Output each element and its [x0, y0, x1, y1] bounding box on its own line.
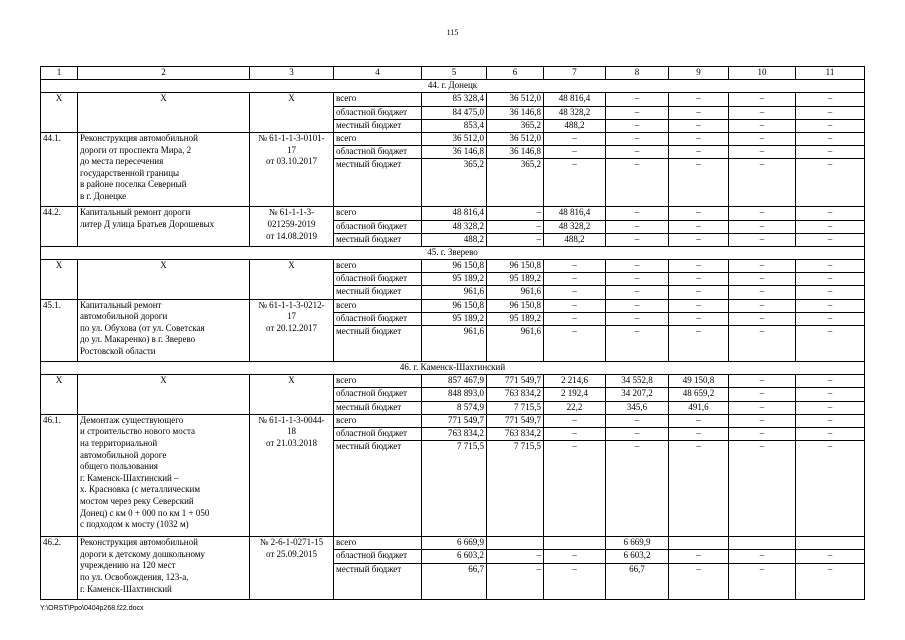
summary-x-mark: Х [78, 375, 250, 415]
amount-cell: – [544, 132, 606, 145]
page-number: 115 [446, 28, 459, 37]
amount-cell: – [796, 375, 865, 388]
amount-cell: – [544, 260, 606, 273]
item-row [41, 299, 865, 312]
amount-cell: 36 512,0 [422, 132, 487, 145]
amount-cell: 365,2 [487, 119, 544, 132]
item-name-line: дороги к детскому дошкольному [80, 548, 206, 559]
amount-cell: – [487, 550, 544, 563]
amount-cell: 48 328,2 [544, 220, 606, 233]
amount-cell: – [487, 207, 544, 220]
amount-cell: 84 475,0 [422, 106, 487, 119]
amount-cell: – [669, 159, 729, 207]
item-name-line: по ул. Освобождения, 123-а, [80, 571, 189, 582]
amount-cell: – [796, 233, 865, 246]
item-number: 44.2. [41, 207, 78, 247]
summary-row [41, 375, 865, 388]
amount-cell: – [729, 401, 796, 414]
item-number: 46.1. [41, 414, 78, 536]
item-name-line: мостом через реку Северский [80, 495, 194, 506]
column-header: 9 [669, 67, 729, 80]
amount-cell: – [729, 427, 796, 440]
amount-cell: – [796, 132, 865, 145]
amount-cell: – [796, 299, 865, 312]
amount-cell: 771 549,7 [487, 375, 544, 388]
budget-type: всего [334, 299, 422, 312]
budget-type: всего [334, 260, 422, 273]
amount-cell: – [729, 159, 796, 207]
amount-cell: – [729, 233, 796, 246]
amount-cell: – [729, 414, 796, 427]
amount-cell: – [669, 441, 729, 537]
budget-type: местный бюджет [334, 119, 422, 132]
amount-cell: 763 834,2 [487, 427, 544, 440]
item-document-line: № 61-1-1-3-0101- [258, 132, 325, 143]
amount-cell: – [606, 414, 669, 427]
budget-type: областной бюджет [334, 273, 422, 286]
item-name-line: г. Каменск-Шахтинский – [80, 472, 179, 483]
item-name-line: автомобильной дороги [80, 311, 168, 322]
item-document-line: 18 [287, 426, 296, 437]
amount-cell: – [669, 106, 729, 119]
amount-cell: – [729, 260, 796, 273]
summary-x-mark: Х [250, 260, 334, 300]
amount-cell: – [729, 93, 796, 106]
item-name-line: с подходом к мосту (1032 м) [80, 519, 189, 530]
column-header: 7 [544, 67, 606, 80]
amount-cell: 7 715,5 [422, 441, 487, 537]
item-document-line: от 14.08.2019 [265, 230, 318, 241]
column-header: 5 [422, 67, 487, 80]
item-name-line: на территориальной [80, 437, 158, 448]
item-name-line: Реконструкция автомобильной [80, 132, 198, 143]
item-name-line: Демонтаж существующего [80, 414, 184, 425]
amount-cell: 763 834,2 [487, 388, 544, 401]
summary-x-mark: Х [41, 375, 78, 415]
amount-cell: 771 549,7 [487, 414, 544, 427]
amount-cell: 36 146,8 [487, 146, 544, 159]
amount-cell: – [606, 427, 669, 440]
item-document [250, 299, 334, 361]
amount-cell: – [796, 93, 865, 106]
column-header: 2 [78, 67, 250, 80]
budget-type: местный бюджет [334, 233, 422, 246]
amount-cell: – [606, 441, 669, 537]
amount-cell: – [487, 233, 544, 246]
budget-type: всего [334, 93, 422, 106]
amount-cell: – [606, 299, 669, 312]
amount-cell: – [796, 146, 865, 159]
amount-cell: 36 146,8 [422, 146, 487, 159]
amount-cell: – [606, 286, 669, 299]
amount-cell: 36 512,0 [487, 93, 544, 106]
budget-type: областной бюджет [334, 312, 422, 325]
budget-type: местный бюджет [334, 401, 422, 414]
item-number: 46.2. [41, 537, 78, 599]
amount-cell: 34 552,8 [606, 375, 669, 388]
amount-cell: – [729, 550, 796, 563]
summary-x-mark: Х [41, 260, 78, 300]
amount-cell: – [669, 207, 729, 220]
section-title: 45. г. Зверево [41, 246, 865, 259]
item-document [250, 132, 334, 206]
amount-cell: 961,6 [422, 286, 487, 299]
item-document [250, 414, 334, 536]
amount-cell: – [729, 441, 796, 537]
amount-cell: 491,6 [669, 401, 729, 414]
amount-cell: – [544, 286, 606, 299]
amount-cell: – [796, 312, 865, 325]
budget-type: местный бюджет [334, 159, 422, 207]
item-name-line: Капитальный ремонт [80, 299, 162, 310]
amount-cell: – [729, 312, 796, 325]
item-number: 44.1. [41, 132, 78, 206]
item-name [78, 537, 250, 599]
amount-cell: 96 150,8 [487, 260, 544, 273]
amount-cell: – [669, 260, 729, 273]
amount-cell: – [487, 563, 544, 599]
budget-type: областной бюджет [334, 146, 422, 159]
amount-cell: – [669, 286, 729, 299]
file-path-footer: Y:\ORST\Ppo\0404p268.f22.docx [40, 605, 144, 612]
amount-cell: 36 512,0 [487, 132, 544, 145]
amount-cell: 48 659,2 [669, 388, 729, 401]
amount-cell: 49 150,8 [669, 375, 729, 388]
amount-cell: 848 893,0 [422, 388, 487, 401]
budget-type: областной бюджет [334, 427, 422, 440]
amount-cell: – [606, 326, 669, 362]
item-row [41, 132, 865, 145]
amount-cell: – [729, 286, 796, 299]
amount-cell: – [729, 388, 796, 401]
summary-x-mark: Х [78, 93, 250, 133]
budget-type: областной бюджет [334, 550, 422, 563]
item-name-line: автомобильной дороге [80, 449, 167, 460]
amount-cell: – [796, 207, 865, 220]
amount-cell: – [669, 326, 729, 362]
amount-cell: 95 189,2 [487, 312, 544, 325]
amount-cell: – [796, 220, 865, 233]
amount-cell: 7 715,5 [487, 401, 544, 414]
column-header: 4 [334, 67, 422, 80]
amount-cell: – [544, 159, 606, 207]
amount-cell [729, 537, 796, 550]
amount-cell: – [729, 273, 796, 286]
item-document [250, 207, 334, 247]
column-header-row [41, 67, 865, 80]
item-row [41, 537, 865, 550]
amount-cell: 66,7 [422, 563, 487, 599]
amount-cell: 48 328,2 [422, 220, 487, 233]
amount-cell: – [544, 299, 606, 312]
item-name-line: до места пересечения [80, 156, 164, 167]
column-header: 10 [729, 67, 796, 80]
amount-cell: – [729, 375, 796, 388]
column-header: 11 [796, 67, 865, 80]
amount-cell: – [729, 146, 796, 159]
amount-cell: 771 549,7 [422, 414, 487, 427]
amount-cell [796, 537, 865, 550]
amount-cell: 8 574,9 [422, 401, 487, 414]
amount-cell: – [606, 312, 669, 325]
budget-type: местный бюджет [334, 563, 422, 599]
item-name [78, 132, 250, 206]
amount-cell: – [606, 260, 669, 273]
summary-x-mark: Х [250, 375, 334, 415]
summary-x-mark: Х [78, 260, 250, 300]
amount-cell: – [669, 550, 729, 563]
amount-cell: 961,6 [422, 326, 487, 362]
item-name-line: государственной границы [80, 167, 180, 178]
item-name-line: литер Д улица Братьев Дорошевых [80, 218, 215, 229]
amount-cell: 85 328,4 [422, 93, 487, 106]
summary-x-mark: Х [41, 93, 78, 133]
amount-cell: – [606, 93, 669, 106]
item-document-line: от 25.09.2015 [265, 548, 318, 559]
amount-cell: – [796, 286, 865, 299]
amount-cell: 6 669,9 [422, 537, 487, 550]
amount-cell [669, 537, 729, 550]
item-name-line: до ул. Макаренко) в г. Зверево [80, 334, 196, 345]
budget-table [40, 66, 865, 600]
item-name-line: г. Каменск-Шахтинский [80, 583, 172, 594]
amount-cell: 488,2 [544, 119, 606, 132]
section-title-row [41, 80, 865, 93]
amount-cell: – [606, 207, 669, 220]
amount-cell: 961,6 [487, 286, 544, 299]
amount-cell: – [796, 401, 865, 414]
section-title-row [41, 362, 865, 375]
amount-cell: – [669, 312, 729, 325]
amount-cell: 95 189,2 [422, 273, 487, 286]
summary-row [41, 260, 865, 273]
amount-cell: – [729, 326, 796, 362]
amount-cell: – [729, 106, 796, 119]
item-name-line: в г. Донецке [80, 190, 127, 201]
budget-type: всего [334, 132, 422, 145]
amount-cell: 7 715,5 [487, 441, 544, 537]
amount-cell: – [669, 93, 729, 106]
item-name [78, 414, 250, 536]
amount-cell: 345,6 [606, 401, 669, 414]
budget-type: областной бюджет [334, 388, 422, 401]
item-document-line: от 21.03.2018 [265, 437, 318, 448]
amount-cell: – [729, 299, 796, 312]
item-name-line: учреждению на 120 мест [80, 560, 176, 571]
amount-cell: 6 603,2 [422, 550, 487, 563]
amount-cell: – [796, 550, 865, 563]
item-number: 45.1. [41, 299, 78, 361]
amount-cell: – [729, 207, 796, 220]
item-name-line: по ул. Обухова (от ул. Советская [80, 322, 205, 333]
amount-cell: – [796, 106, 865, 119]
amount-cell: 365,2 [487, 159, 544, 207]
budget-type: областной бюджет [334, 220, 422, 233]
amount-cell: 2 192,4 [544, 388, 606, 401]
item-document-line: от 20.12.2017 [265, 322, 318, 333]
amount-cell: 34 207,2 [606, 388, 669, 401]
section-title: 46. г. Каменск-Шахтинский [41, 362, 865, 375]
amount-cell: – [669, 233, 729, 246]
amount-cell: – [796, 563, 865, 599]
amount-cell: 6 669,9 [606, 537, 669, 550]
amount-cell: 36 146,8 [487, 106, 544, 119]
amount-cell [487, 537, 544, 550]
amount-cell: – [669, 563, 729, 599]
amount-cell: – [729, 563, 796, 599]
item-name-line: х. Красновка (с металлическим [80, 484, 201, 495]
amount-cell: – [544, 414, 606, 427]
budget-type: всего [334, 375, 422, 388]
column-header: 1 [41, 67, 78, 80]
item-name-line: Донец) с км 0 + 000 по км 1 + 050 [80, 507, 210, 518]
amount-cell: – [796, 414, 865, 427]
amount-cell: – [669, 146, 729, 159]
amount-cell: 95 189,2 [422, 312, 487, 325]
amount-cell: – [796, 159, 865, 207]
item-document-line: 17 [287, 144, 296, 155]
budget-type: всего [334, 414, 422, 427]
item-row [41, 414, 865, 427]
item-row [41, 207, 865, 220]
amount-cell: – [606, 119, 669, 132]
item-document-line: № 2-6-1-0271-15 [259, 537, 324, 548]
budget-type: местный бюджет [334, 441, 422, 537]
item-document-line: 17 [287, 311, 296, 322]
item-document-line: № 61-1-1-3-0212- [258, 299, 325, 310]
column-header: 8 [606, 67, 669, 80]
budget-type: местный бюджет [334, 326, 422, 362]
item-name-line: Реконструкция автомобильной [80, 537, 198, 548]
amount-cell: – [796, 260, 865, 273]
amount-cell: 2 214,6 [544, 375, 606, 388]
amount-cell: 961,6 [487, 326, 544, 362]
item-name-line: дороги от проспекта Мира, 2 [80, 144, 192, 155]
amount-cell [544, 537, 606, 550]
item-document-line: 021259-2019 [267, 218, 316, 229]
summary-row [41, 93, 865, 106]
section-title: 44. г. Донецк [41, 80, 865, 93]
item-name-line: в районе поселка Северный [80, 179, 187, 190]
item-document-line: № 61-1-1-3- [268, 207, 315, 218]
item-name-line: Капитальный ремонт дороги [80, 207, 191, 218]
amount-cell: – [606, 233, 669, 246]
amount-cell: – [669, 119, 729, 132]
amount-cell: – [669, 427, 729, 440]
amount-cell: 853,4 [422, 119, 487, 132]
amount-cell: 22,2 [544, 401, 606, 414]
amount-cell: 763 834,2 [422, 427, 487, 440]
amount-cell: – [544, 326, 606, 362]
column-header: 3 [250, 67, 334, 80]
amount-cell: 48 328,2 [544, 106, 606, 119]
section-title-row [41, 246, 865, 259]
amount-cell: – [544, 273, 606, 286]
amount-cell: – [669, 273, 729, 286]
amount-cell: 48 816,4 [544, 207, 606, 220]
budget-type: всего [334, 207, 422, 220]
amount-cell: – [606, 220, 669, 233]
amount-cell: – [544, 312, 606, 325]
item-name-line: и строительство нового моста [80, 426, 195, 437]
amount-cell: 96 150,8 [422, 260, 487, 273]
amount-cell: – [544, 427, 606, 440]
item-name [78, 207, 250, 247]
item-name-line: Ростовской области [80, 346, 156, 356]
amount-cell: 95 189,2 [487, 273, 544, 286]
amount-cell: – [729, 132, 796, 145]
amount-cell: 48 816,4 [544, 93, 606, 106]
budget-type: областной бюджет [334, 106, 422, 119]
amount-cell: 96 150,8 [422, 299, 487, 312]
amount-cell: – [544, 441, 606, 537]
column-header: 6 [487, 67, 544, 80]
amount-cell: – [544, 550, 606, 563]
amount-cell: 488,2 [544, 233, 606, 246]
amount-cell: – [796, 427, 865, 440]
item-document-line: от 03.10.2017 [265, 156, 318, 167]
amount-cell: 6 603,2 [606, 550, 669, 563]
amount-cell: – [544, 563, 606, 599]
amount-cell: – [669, 220, 729, 233]
summary-x-mark: Х [250, 93, 334, 133]
item-name-line: общего пользования [80, 461, 158, 472]
item-document-line: № 61-1-1-3-0044- [258, 414, 325, 425]
amount-cell: 365,2 [422, 159, 487, 207]
amount-cell: – [729, 119, 796, 132]
amount-cell: – [606, 106, 669, 119]
amount-cell: – [796, 119, 865, 132]
amount-cell: – [729, 220, 796, 233]
amount-cell: – [606, 132, 669, 145]
amount-cell: – [487, 220, 544, 233]
amount-cell: 66,7 [606, 563, 669, 599]
amount-cell: – [669, 414, 729, 427]
amount-cell: – [544, 146, 606, 159]
budget-type: всего [334, 537, 422, 550]
amount-cell: 488,2 [422, 233, 487, 246]
amount-cell: – [669, 132, 729, 145]
amount-cell: 48 816,4 [422, 207, 487, 220]
amount-cell: – [669, 299, 729, 312]
amount-cell: – [796, 273, 865, 286]
amount-cell: – [796, 388, 865, 401]
amount-cell: 857 467,9 [422, 375, 487, 388]
amount-cell: – [606, 146, 669, 159]
item-name [78, 299, 250, 361]
amount-cell: 96 150,8 [487, 299, 544, 312]
amount-cell: – [606, 159, 669, 207]
amount-cell: – [606, 273, 669, 286]
item-document [250, 537, 334, 599]
amount-cell: – [796, 326, 865, 362]
amount-cell: – [796, 441, 865, 537]
budget-type: местный бюджет [334, 286, 422, 299]
